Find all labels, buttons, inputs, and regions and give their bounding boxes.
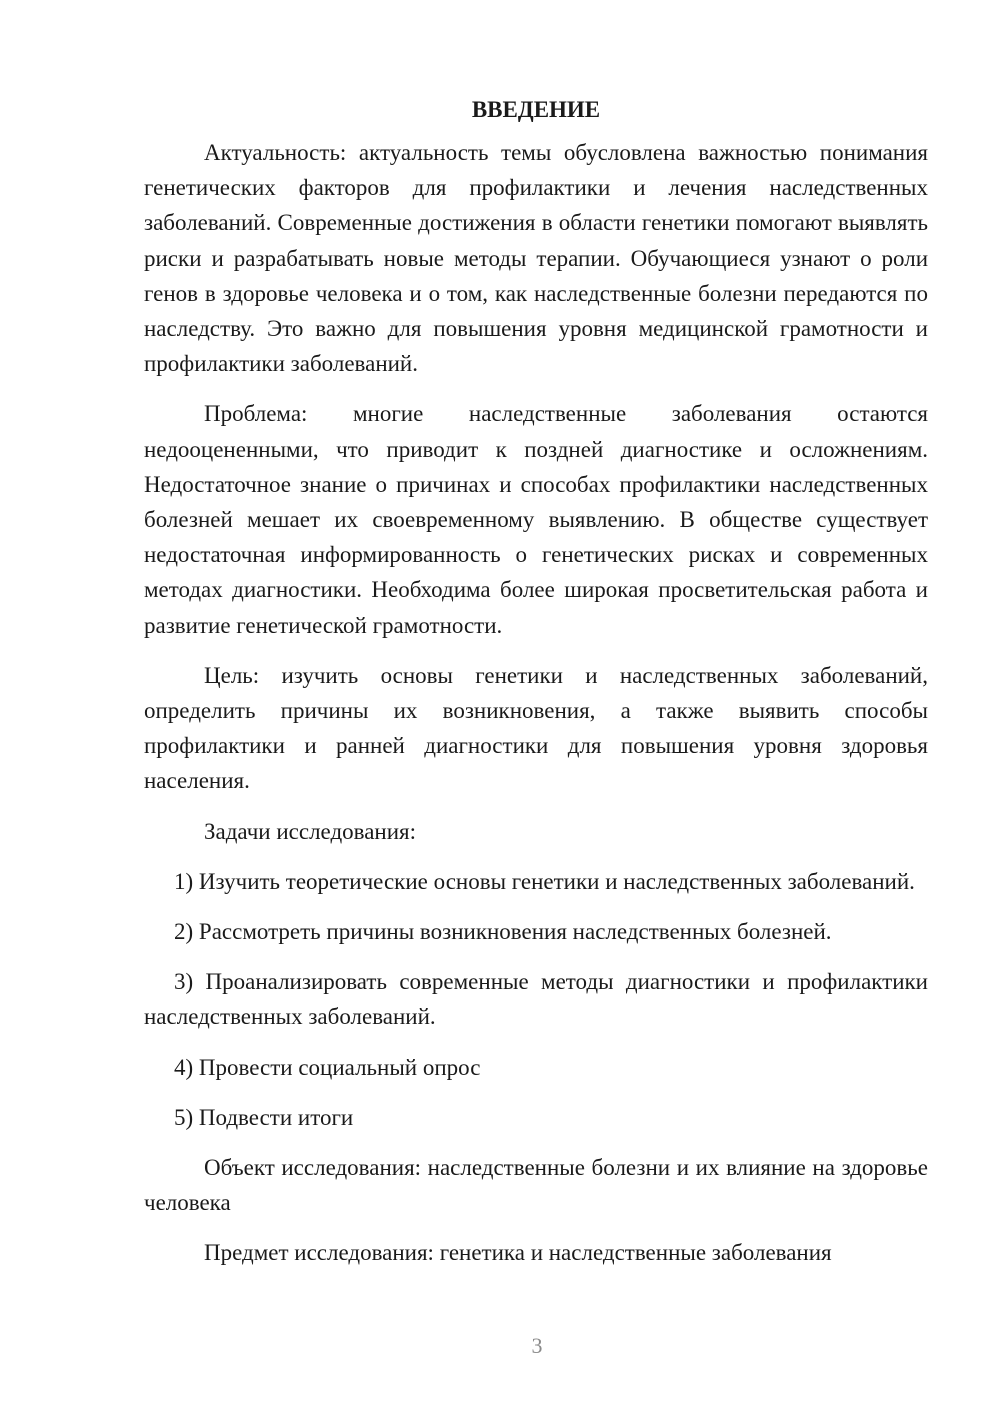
- relevance-paragraph: Актуальность: актуальность темы обусловлена важностью понимания генетических факторов для профилактики и лечения наследственных заболеваний. Современные достижения в области генетики помогают выявлять риски и разрабатывать новые методы терапии. Обучающиеся узнают о роли генов в здоровье человека и о том, как наследственные болезни передаются по наследству. Это важно для повышения уровня медицинской грамотности и профилактики заболеваний.: [144, 140, 928, 377]
- research-object-paragraph: Объект исследования: наследственные болезни и их влияние на здоровье человека: [144, 1155, 928, 1216]
- task-item-1: 1) Изучить теоретические основы генетики и наследственных заболеваний.: [174, 868, 915, 894]
- problem-paragraph: Проблема: многие наследственные заболевания остаются недооцененными, что приводит к поздней диагностике и осложнениям. Недостаточное знание о причинах и способах профилактики наследственных болезней мешает их своевременному выявлению. В обществе существует недостаточная информированность о генетических рисках и современных методах диагностики. Необходима более широкая просветительская работа и развитие генетической грамотности.: [144, 401, 928, 638]
- page-content: [144, 92, 928, 1271]
- task-item-2: 2) Рассмотреть причины возникновения наследственных болезней.: [174, 919, 832, 945]
- section-heading: ВВЕДЕНИЕ: [471, 97, 601, 122]
- task-item-4: 4) Провести социальный опрос: [174, 1054, 481, 1080]
- goal-paragraph: Цель: изучить основы генетики и наследственных заболеваний, определить причины их возникновения, а также выявить способы профилактики и ранней диагностики для повышения уровня здоровья населения.: [144, 662, 928, 794]
- tasks-title: Задачи исследования:: [204, 818, 417, 844]
- task-item-3: 3) Проанализировать современные методы диагностики и профилактики наследственных заболеваний.: [144, 969, 928, 1030]
- task-item-5: 5) Подвести итоги: [174, 1104, 354, 1130]
- research-subject-paragraph: Предмет исследования: генетика и наследственные заболевания: [204, 1240, 832, 1266]
- page-number: 3: [531, 1333, 543, 1358]
